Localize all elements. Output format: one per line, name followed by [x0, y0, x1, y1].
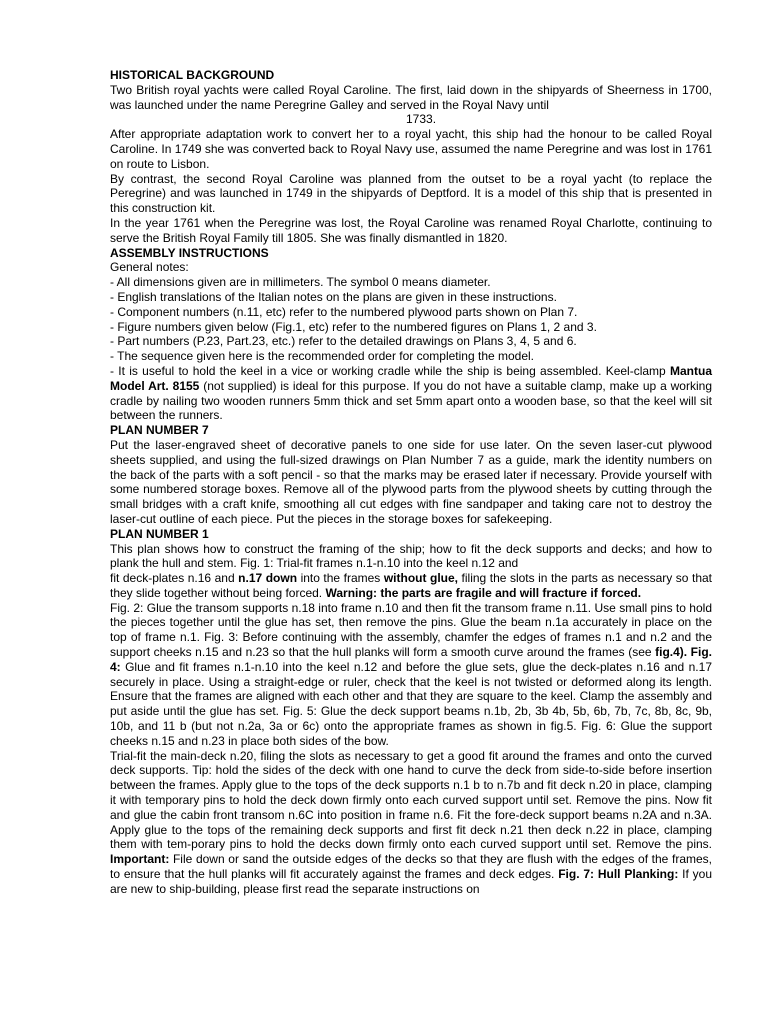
- fig1-text-c: into the frames: [300, 571, 381, 586]
- historical-p1-text: Two British royal yachts were called Royal Caroline. The first, laid down in the shipyards of Sheerness in 1700, was launched under the name Peregrine Galley and served in the Royal Navy until: [110, 82, 712, 112]
- note-item-clamp: [110, 364, 712, 423]
- fig1-warning: Warning: the parts are fragile and will fracture if forced.: [325, 585, 642, 600]
- heading-assembly-instructions: ASSEMBLY INSTRUCTIONS: [110, 245, 269, 260]
- note-item: - The sequence given here is the recommended order for completing the model.: [110, 349, 535, 364]
- plan7-paragraph: Put the laser-engraved sheet of decorative panels to one side for use later. On the seven laser-cut plywood sheets supplied, and using the full-sized drawings on Plan Number 7 as a guide, mark the identity numbers on the back of the parts with a soft pencil - so that the marks may be erased later if necessary. Provide yourself with some numbered storage boxes. Remove all of the plywood parts from the plywood sheets by cutting through the small bridges with a craft knife, smoothing all cut edges with fine sandpaper and taking care not to destroy the laser-cut outline of each piece. Put the pieces in the storage boxes for safekeeping.: [110, 437, 712, 526]
- fig2-text-a: Fig. 2: Glue the transom supports n.18 into frame n.10 and then fit the transom frame n.11. Use small pins to hold the pieces together until the glue has set, then remove the pins. Glue the beam n.1a accurately in place on the top of frame n.1. Fig. 3: Before continuing with the assembly, chamfer the edges of frames n.1 and n.2 and the support cheeks n.15 and n.23 so that the hull planks will form a smooth curve around the frames (see: [110, 600, 712, 660]
- historical-p1-year: 1733.: [406, 112, 437, 127]
- fig1-bold-n17: n.17 down: [238, 571, 298, 586]
- plan1-fig1-paragraph: [110, 571, 712, 601]
- historical-paragraph-1: [110, 83, 712, 127]
- note-item: - Figure numbers given below (Fig.1, etc) refer to the numbered figures on Plans 1, 2 and 3.: [110, 319, 597, 334]
- fig1-bold-without-glue: without glue,: [383, 571, 459, 586]
- note-item: - Component numbers (n.11, etc) refer to the numbered plywood parts shown on Plan 7.: [110, 304, 578, 319]
- maindeck-text: Trial-fit the main-deck n.20, filing the slots as necessary to get a good fit around the frames and onto the curved deck supports. Tip: hold the sides of the deck with one hand to curve the deck from side-to-side before insertion between the frames. Apply glue to the tops of the deck supports n.1 b to n.7b and fit deck n.20 in place, clamping it with temporary pins to hold the deck down firmly onto each curved support until set. Remove the pins. Now fit and glue the cabin front transom n.6C into position in frame n.6. Fit the fore-deck support beams n.2A and n.3A. Apply glue to the tops of the remaining deck supports and first fit deck n.21 then deck n.22 in place, clamping them with tem-porary pins to hold the decks down firmly onto each curved support until set. Remove the pins.: [110, 748, 712, 852]
- important-text: File down or sand the outside edges of the decks so that they are flush with the edges of the frames, to ensure that the hull planks will fit accurately against the frames and deck edges.: [110, 852, 712, 882]
- clamp-text-a: - It is useful to hold the keel in a vice or working cradle while the ship is being assembled. Keel-clamp: [110, 363, 666, 378]
- historical-paragraph-2: After appropriate adaptation work to convert her to a royal yacht, this ship had the honour to be called Royal Caroline. In 1749 she was converted back to Royal Navy use, assumed the name Peregrine and was lost in 1761 on route to Lisbon.: [110, 127, 712, 171]
- fig7-hull-planking-label: Fig. 7: Hull Planking:: [558, 867, 679, 882]
- heading-plan-1: PLAN NUMBER 1: [110, 526, 209, 541]
- note-item: - English translations of the Italian notes on the plans are given in these instructions.: [110, 289, 557, 304]
- heading-plan-7: PLAN NUMBER 7: [110, 423, 209, 438]
- historical-paragraph-4: In the year 1761 when the Peregrine was lost, the Royal Caroline was renamed Royal Charlotte, continuing to serve the British Royal Family till 1805. She was finally dismantled in 1820.: [110, 215, 712, 245]
- general-notes-label: General notes:: [110, 260, 189, 275]
- clamp-product-name: Mantua Model Art. 8155: [110, 363, 712, 393]
- plan1-fig2-paragraph: [110, 601, 712, 749]
- plan1-intro: This plan shows how to construct the framing of the ship; how to fit the deck supports and decks; and how to plank the hull and stem. Fig. 1: Trial-fit frames n.1-n.10 into the keel n.12 and: [110, 541, 712, 571]
- note-item: - All dimensions given are in millimeters. The symbol 0 means diameter.: [110, 275, 491, 290]
- clamp-text-c: (not supplied) is ideal for this purpose. If you do not have a suitable clamp, make up a working cradle by nailing two wooden runners 5mm thick and set 5mm apart onto a wooden base, so that the keel will sit between the runners.: [110, 378, 712, 423]
- fig2-text-d: Glue and fit frames n.1-n.10 into the keel n.12 and before the glue sets, glue the deck-plates n.16 and n.17 securely in place. Using a straight-edge or ruler, check that the keel is not twisted or deformed along its length. Ensure that the frames are aligned with each other and that they are square to the keel. Clamp the assembly and put aside until the glue has set. Fig. 5: Glue the deck support beams n.1b, 2b, 3b 4b, 5b, 6b, 7b, 7c, 8b, 8c, 9b, 10b, and 11 b (but not n.2a, 3a or 6c) onto the appropriate frames as shown in fig.5. Fig. 6: Glue the support cheeks n.15 and n.23 in place both sides of the bow.: [110, 659, 712, 748]
- note-item: - Part numbers (P.23, Part.23, etc.) refer to the detailed drawings on Plans 3, 4, 5 and 6.: [110, 334, 577, 349]
- historical-paragraph-3: By contrast, the second Royal Caroline was planned from the outset to be a royal yacht (to replace the Peregrine) and was launched in 1749 in the shipyards of Deptford. It is a model of this ship that is presented in this construction kit.: [110, 171, 712, 216]
- fig7-text: If you are new to ship-building, please first read the separate instructions on: [110, 867, 713, 896]
- document-page: [110, 68, 712, 897]
- fig2-bold-fig4-ref: fig.4).: [655, 645, 688, 660]
- fig1-text-e: filing the slots in the parts as necessary so that they slide together without being forced.: [110, 571, 713, 600]
- fig1-text-a: fit deck-plates n.16 and: [110, 571, 235, 586]
- important-label: Important:: [110, 852, 170, 867]
- heading-historical-background: HISTORICAL BACKGROUND: [110, 68, 275, 82]
- plan1-maindeck-paragraph: [110, 749, 712, 897]
- fig2-bold-fig4-label: Fig. 4:: [110, 645, 712, 674]
